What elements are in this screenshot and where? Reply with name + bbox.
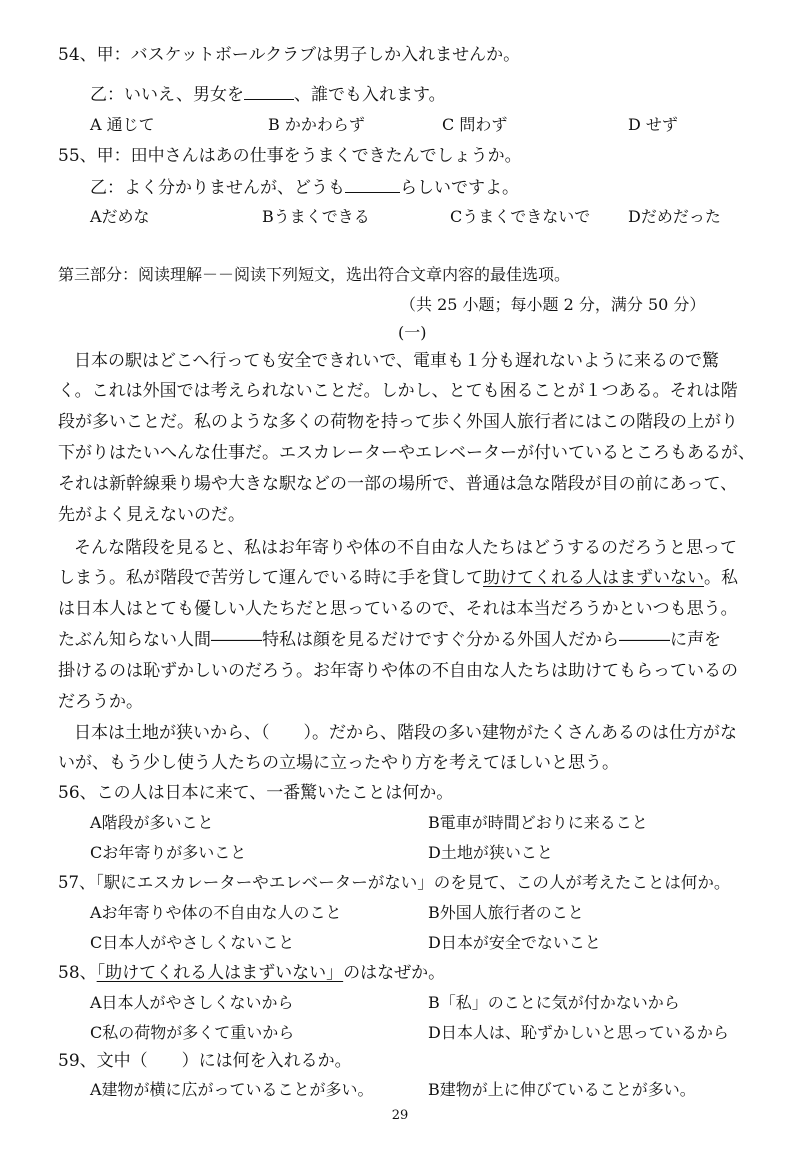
part-label: (一): [398, 323, 427, 342]
passage-p2-line2: [58, 567, 738, 589]
q57-option-b: B外国人旅行者のこと: [428, 903, 584, 922]
q59-stem-post: ）には何を入れるか。: [181, 1051, 352, 1071]
q58-option-c: C私の荷物が多くて重いから: [90, 1023, 295, 1042]
q54-option-b: B かかわらず: [268, 115, 365, 134]
q58-option-b: B「私」のことに気が付かないから: [428, 993, 680, 1012]
q58-number: 58、: [58, 963, 97, 983]
section-title: 第三部分：阅读理解－－阅读下列短文，选出符合文章内容的最佳选项。: [58, 265, 571, 284]
q58-quoted-phrase: 「助けてくれる人はまずいない」: [96, 963, 344, 983]
q57-option-a: Aお年寄りや体の不自由な人のこと: [90, 903, 342, 922]
q55-stem: 55、甲：田中さんはあの仕事をうまくできたんでしょうか。: [58, 146, 522, 166]
passage-p1-line3: 段が多いことだ。私のような多くの荷物を持って歩く外国人旅行者にはこの階段の上がり: [58, 412, 738, 432]
underlined-phrase: 助けてくれる人はまずいない: [483, 568, 704, 588]
q58-option-a: A日本人がやさしくないから: [90, 993, 294, 1012]
section-score-note: （共 25 小题；每小题 2 分，满分 50 分）: [400, 295, 706, 314]
q56-option-b: B電車が時間どおりに来ること: [428, 813, 648, 832]
q59-option-b: B建物が上に伸びていることが多い。: [428, 1080, 696, 1099]
q55-option-b: Bうまくできる: [262, 207, 370, 226]
passage-p3-line1-post: ）。だから、階段の多い建物がたくさんあるのは仕方がな: [303, 723, 737, 743]
q59-stem-pre: 59、文中（: [58, 1051, 148, 1071]
q54-reply: [90, 84, 446, 106]
q55-blank: [345, 178, 400, 193]
q55-reply-pre: 乙：よく分かりませんが、どうも: [90, 178, 345, 198]
passage-p2-line1: そんな階段を見ると、私はお年寄りや体の不自由な人たちはどうするのだろうと思って: [74, 538, 737, 558]
q54-option-a: A 通じて: [90, 115, 155, 134]
q54-option-c: C 問わず: [442, 115, 508, 134]
passage-p2-line2-pre: しまう。私が階段で苦労して運んでいる時に手を貸して: [58, 568, 483, 588]
q55-reply-post: らしいですよ。: [400, 178, 519, 198]
q55-option-c: Cうまくできないで: [450, 207, 591, 226]
passage-p3-line1-pre: 日本は土地が狭いから、（: [74, 723, 270, 743]
q58-option-d: D日本人は、恥ずかしいと思っているから: [428, 1023, 729, 1042]
q55-option-d: Dだめだった: [628, 207, 721, 226]
q54-blank: [244, 85, 294, 100]
q57-stem: 57、「駅にエスカレーターやエレベーターがない」のを見て、この人が考えたことは何か。: [58, 873, 731, 892]
passage-p1-line5: それは新幹線乗り場や大きな駅などの一部の場所で、普通は急な階段が目の前にあって、: [58, 474, 738, 494]
q54-reply-pre: 乙：いいえ、男女を: [90, 85, 245, 105]
q56-option-c: Cお年寄りが多いこと: [90, 843, 247, 862]
passage-p1-line6: 先がよく見えないのだ。: [58, 505, 245, 525]
passage-p2-line5: 掛けるのは恥ずかしいのだろう。お年寄りや体の不自由な人たちは助けてもらっているの: [58, 661, 738, 681]
q55-reply: [90, 177, 519, 199]
passage-p1-line1: 日本の駅はどこへ行っても安全できれいで、電車も１分も遅れないように来るので驚: [74, 351, 719, 371]
page-number: 29: [391, 1108, 409, 1123]
q54-reply-post: 、誰でも入れます。: [294, 85, 446, 105]
q57-option-d: D日本が安全でないこと: [428, 933, 601, 952]
passage-p2-line4: たぶん知らない人間―――特私は顔を見るだけですぐ分かる外国人だから―――に声を: [58, 630, 721, 650]
passage-p2-line6: だろうか。: [58, 692, 143, 712]
q58-stem-post: のはなぜか。: [343, 963, 446, 983]
q56-stem: 56、この人は日本に来て、一番驚いたことは何か。: [58, 783, 454, 803]
passage-p2-line2-post: 。私: [704, 568, 738, 588]
passage-p1-line4: 下がりはたいへんな仕事だ。エスカレーターやエレベーターが付いているところもあるが、: [58, 443, 755, 463]
q54-option-d: D せず: [628, 115, 678, 134]
q59-option-a: A建物が横に広がっていることが多い。: [90, 1080, 374, 1099]
passage-p3-line1: [74, 722, 737, 744]
q59-stem: [58, 1050, 352, 1072]
q56-option-a: A階段が多いこと: [90, 813, 214, 832]
q55-option-a: Aだめな: [90, 207, 150, 226]
q58-stem: [58, 962, 445, 984]
passage-p3-line2: いが、もう少し使う人たちの立場に立ったやり方を考えてほしいと思う。: [58, 753, 619, 773]
passage-p2-line3: は日本人はとても優しい人たちだと思っているので、それは本当だろうかといつも思う。: [58, 599, 738, 619]
q57-option-c: C日本人がやさしくないこと: [90, 933, 295, 952]
q56-option-d: D土地が狭いこと: [428, 843, 553, 862]
passage-p1-line2: く。これは外国では考えられないことだ。しかし、とても困ることが１つある。それは階: [58, 381, 738, 401]
q54-stem: 54、甲：バスケットボールクラブは男子しか入れませんか。: [58, 45, 521, 65]
